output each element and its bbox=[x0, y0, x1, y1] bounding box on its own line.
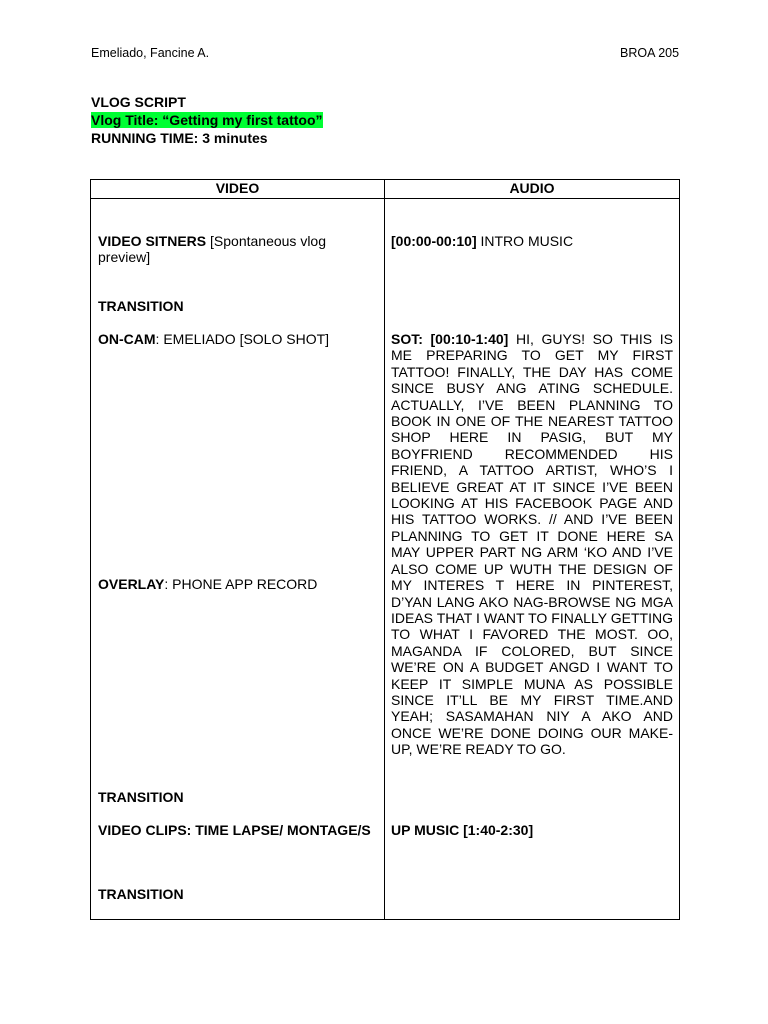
video-sitners bbox=[98, 233, 378, 266]
vlog-title: Vlog Title: “Getting my first tattoo” bbox=[91, 112, 323, 128]
on-cam-desc: : EMELIADO [SOLO SHOT] bbox=[155, 331, 330, 347]
sot-block bbox=[391, 331, 673, 758]
audio-column-header: AUDIO bbox=[385, 180, 680, 199]
intro-text: INTRO MUSIC bbox=[476, 233, 574, 249]
author-name: Emeliado, Fancine A. bbox=[91, 46, 210, 60]
on-cam bbox=[98, 331, 378, 347]
audio-cell bbox=[385, 199, 680, 920]
transition-1: TRANSITION bbox=[98, 298, 184, 314]
doc-heading: VLOG SCRIPT bbox=[91, 94, 186, 110]
document-titles bbox=[91, 93, 323, 147]
up-music: UP MUSIC [1:40-2:30] bbox=[391, 822, 534, 838]
video-clips: VIDEO CLIPS: TIME LAPSE/ MONTAGE/S bbox=[98, 822, 371, 838]
video-sitners-desc: [Spontaneous vlog preview] bbox=[98, 233, 327, 266]
overlay-label: OVERLAY bbox=[98, 576, 165, 592]
video-column-header: VIDEO bbox=[91, 180, 385, 199]
transition-3: TRANSITION bbox=[98, 886, 184, 902]
sot-text: HI, GUYS! SO THIS IS ME PREPARING TO GET MY FIRST TATTOO! FINALLY, THE DAY HAS COME SINCE BUSY ANG ATING SCHEDULE. ACTUALLY, I’VE BEEN PLANNING TO BOOK IN ONE OF THE NEAREST TATTOO SHOP HERE IN PASIG, BUT MY BOYFRIEND RECOMMENDED HIS FRIEND, A TATTOO ARTIST, WHO’S I BELIEVE GREAT AT IT SINCE I’VE BEEN LOOKING AT HIS FACEBOOK PAGE AND HIS TATTOO WORKS. // AND I’VE BEEN PLANNING TO GET IT DONE HERE SA MAY UPPER PART NG ARM ‘KO AND I’VE ALSO COME UP WUTH THE DESIGN OF MY INTERES T HERE IN PINTEREST, D’YAN LANG AKO NAG-BROWSE NG MGA IDEAS THAT I WANT TO FINALLY GETTING TO WHAT I FAVORED THE MOST. OO, MAGANDA IF COLORED, BUT SINCE WE’RE ON A BUDGET ANGD I WANT TO KEEP IT SIMPLE MUNA AS POSSIBLE SINCE IT’LL BE MY FIRST TIME.AND YEAH; SASAMAHAN NIY A AKO AND ONCE WE’RE DONE DOING OUR MAKE-UP, WE’RE READY TO GO. bbox=[391, 331, 673, 758]
sot-label: SOT: [00:10-1:40] bbox=[391, 331, 509, 347]
intro-time: [00:00-00:10] bbox=[391, 233, 477, 249]
intro-music bbox=[391, 233, 673, 249]
running-time: RUNNING TIME: 3 minutes bbox=[91, 130, 268, 146]
on-cam-label: ON-CAM bbox=[98, 331, 156, 347]
overlay-desc: : PHONE APP RECORD bbox=[164, 576, 318, 592]
overlay bbox=[98, 576, 378, 592]
video-sitners-label: VIDEO SITNERS bbox=[98, 233, 207, 249]
script-table bbox=[90, 179, 680, 920]
course-code: BROA 205 bbox=[620, 46, 680, 60]
video-cell bbox=[91, 199, 385, 920]
transition-2: TRANSITION bbox=[98, 789, 184, 805]
